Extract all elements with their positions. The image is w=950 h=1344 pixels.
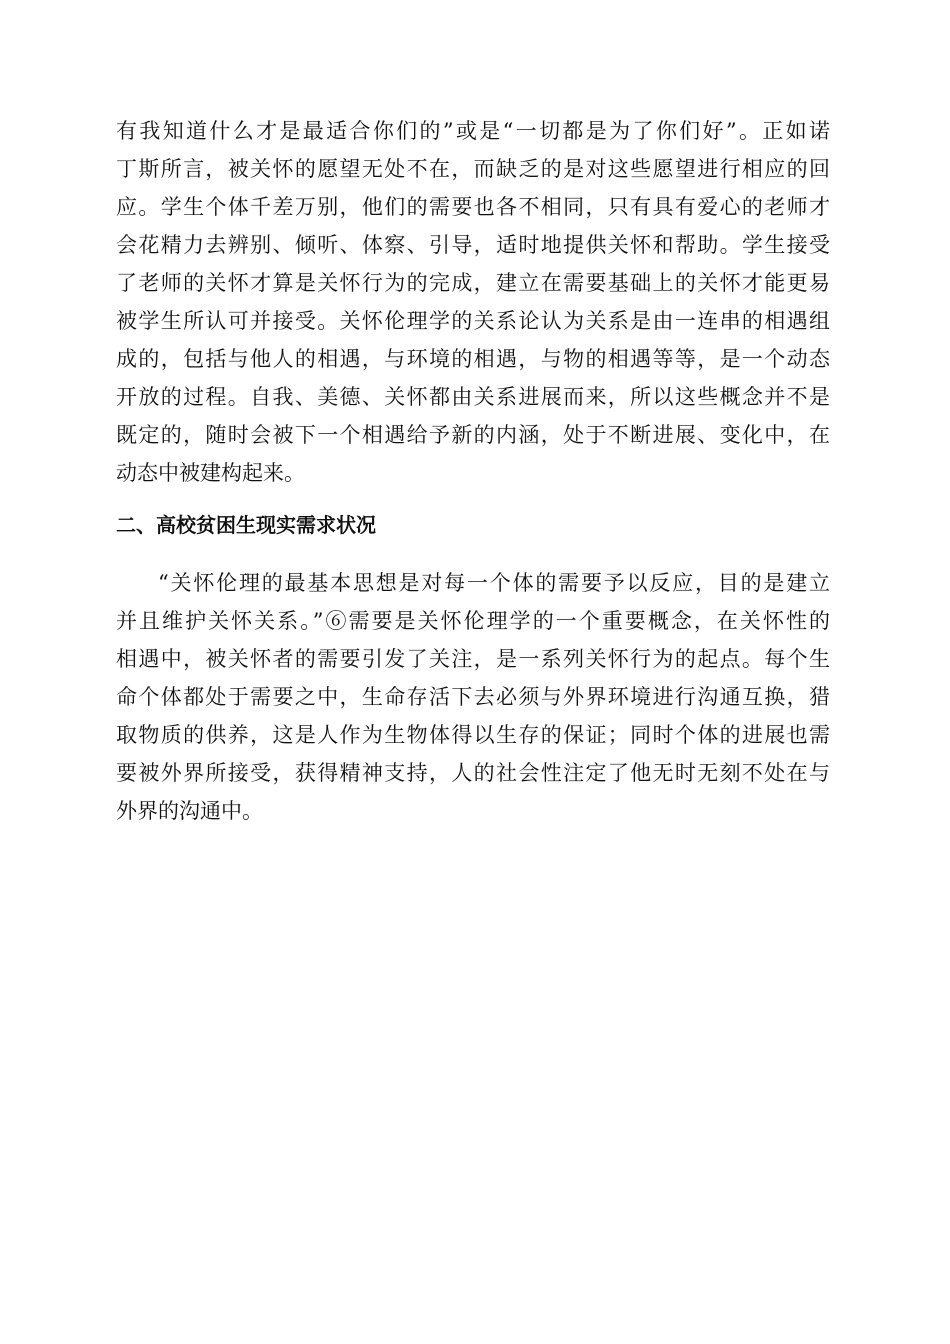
paragraph-line: 要被外界所接受，获得精神支持，人的社会性注定了他无时无刻不处在与 <box>116 761 830 785</box>
paragraph-line: 被学生所认可并接受。关怀伦理学的关系论认为关系是由一连串的相遇组 <box>116 309 830 333</box>
paragraph-line: “关怀伦理的最基本思想是对每一个体的需要予以反应，目的是建立 <box>158 571 830 595</box>
paragraph-line: 外界的沟通中。 <box>116 799 263 823</box>
paragraph-line: 相遇中，被关怀者的需要引发了关注，是一系列关怀行为的起点。每个生 <box>116 647 830 671</box>
paragraph-line: 丁斯所言，被关怀的愿望无处不在，而缺乏的是对这些愿望进行相应的回 <box>116 157 830 181</box>
paragraph-line: 并且维护关怀关系。”⑥需要是关怀伦理学的一个重要概念，在关怀性的 <box>116 609 830 633</box>
paragraph-line: 有我知道什么才是最适合你们的”或是“一切都是为了你们好”。正如诺 <box>116 119 830 143</box>
section-heading: 二、高校贫困生现实需求状况 <box>116 513 376 537</box>
paragraph-line: 应。学生个体千差万别，他们的需要也各不相同，只有具有爱心的老师才 <box>116 195 830 219</box>
paragraph-line: 命个体都处于需要之中，生命存活下去必须与外界环境进行沟通互换，猎 <box>116 685 830 709</box>
paragraph-line: 动态中被建构起来。 <box>116 461 305 485</box>
paragraph-line: 成的，包括与他人的相遇，与环境的相遇，与物的相遇等等，是一个动态 <box>116 347 830 371</box>
paragraph-line: 取物质的供养，这是人作为生物体得以生存的保证；同时个体的进展也需 <box>116 723 830 747</box>
paragraph-line: 既定的，随时会被下一个相遇给予新的内涵，处于不断进展、变化中，在 <box>116 423 830 447</box>
paragraph-line: 会花精力去辨别、倾听、体察、引导，适时地提供关怀和帮助。学生接受 <box>116 233 830 257</box>
paragraph-line: 开放的过程。自我、美德、关怀都由关系进展而来，所以这些概念并不是 <box>116 385 830 409</box>
paragraph-line: 了老师的关怀才算是关怀行为的完成，建立在需要基础上的关怀才能更易 <box>116 271 830 295</box>
